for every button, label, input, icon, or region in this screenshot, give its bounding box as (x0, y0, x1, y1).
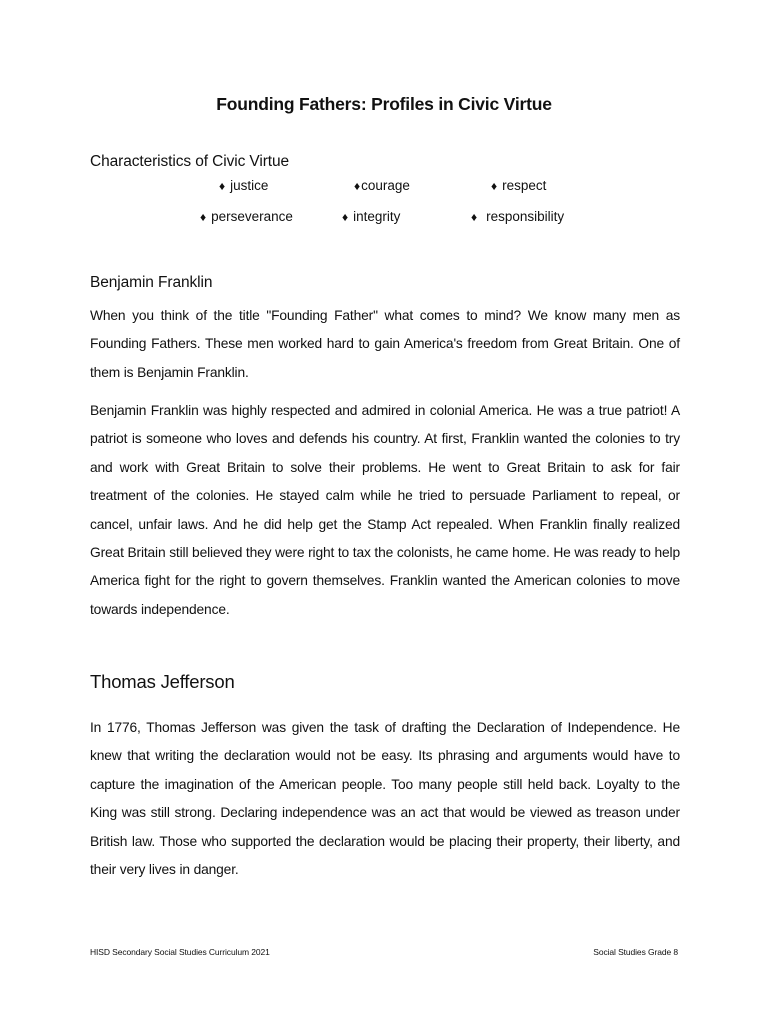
virtue-item: ♦ integrity (342, 209, 401, 224)
virtue-item: ♦ responsibility (471, 209, 565, 224)
diamond-bullet-icon: ♦ (200, 210, 207, 224)
diamond-bullet-icon: ♦ (354, 179, 361, 193)
jefferson-heading: Thomas Jefferson (90, 671, 235, 692)
diamond-bullet-icon: ♦ (342, 210, 349, 224)
franklin-heading: Benjamin Franklin (90, 274, 213, 291)
jefferson-paragraph: In 1776, Thomas Jefferson was given the task of drafting the Declaration of Independence. He knew that writing the declaration would not be easy. Its phrasing and arguments would have to capture the imagination of the American people. Too many people still held back. Loyalty to the King was still strong. Declaring independence was an act that would be viewed as treason under British law. Those who supported the declaration would be placing their property, their liberty, and their very lives in danger. (90, 720, 680, 878)
footer-left: HISD Secondary Social Studies Curriculum 2021 (90, 947, 270, 957)
franklin-paragraph: Benjamin Franklin was highly respected and admired in colonial America. He was a true patriot! A patriot is someone who loves and defends his country. At first, Franklin wanted the colonies to try and work with Great Britain to solve their problems. He went to Great Britain to ask for fair treatment of the colonies. He stayed calm while he tried to persuade Parliament to repeal, or cancel, unfair laws. And he did help get the Stamp Act repealed. When Franklin finally realized Great Britain still believed they were right to tax the colonists, he came home. He was ready to help America fight for the right to govern themselves. Franklin wanted the American colonies to move towards independence. (90, 403, 680, 617)
diamond-bullet-icon: ♦ (219, 179, 226, 193)
franklin-paragraph: When you think of the title "Founding Father" what comes to mind? We know many men as Founding Fathers. These men worked hard to gain America's freedom from Great Britain. One of them is Benjamin Franklin. (90, 308, 680, 380)
diamond-bullet-icon: ♦ (471, 210, 478, 224)
characteristics-heading: Characteristics of Civic Virtue (90, 153, 290, 170)
virtue-item: ♦ respect (491, 178, 547, 193)
virtue-item: ♦courage (354, 178, 410, 193)
footer-right: Social Studies Grade 8 (593, 947, 678, 957)
virtue-item: ♦ perseverance (200, 209, 293, 224)
diamond-bullet-icon: ♦ (491, 179, 498, 193)
virtue-item: ♦ justice (219, 178, 269, 193)
page-title: Founding Fathers: Profiles in Civic Virtue (216, 94, 552, 114)
